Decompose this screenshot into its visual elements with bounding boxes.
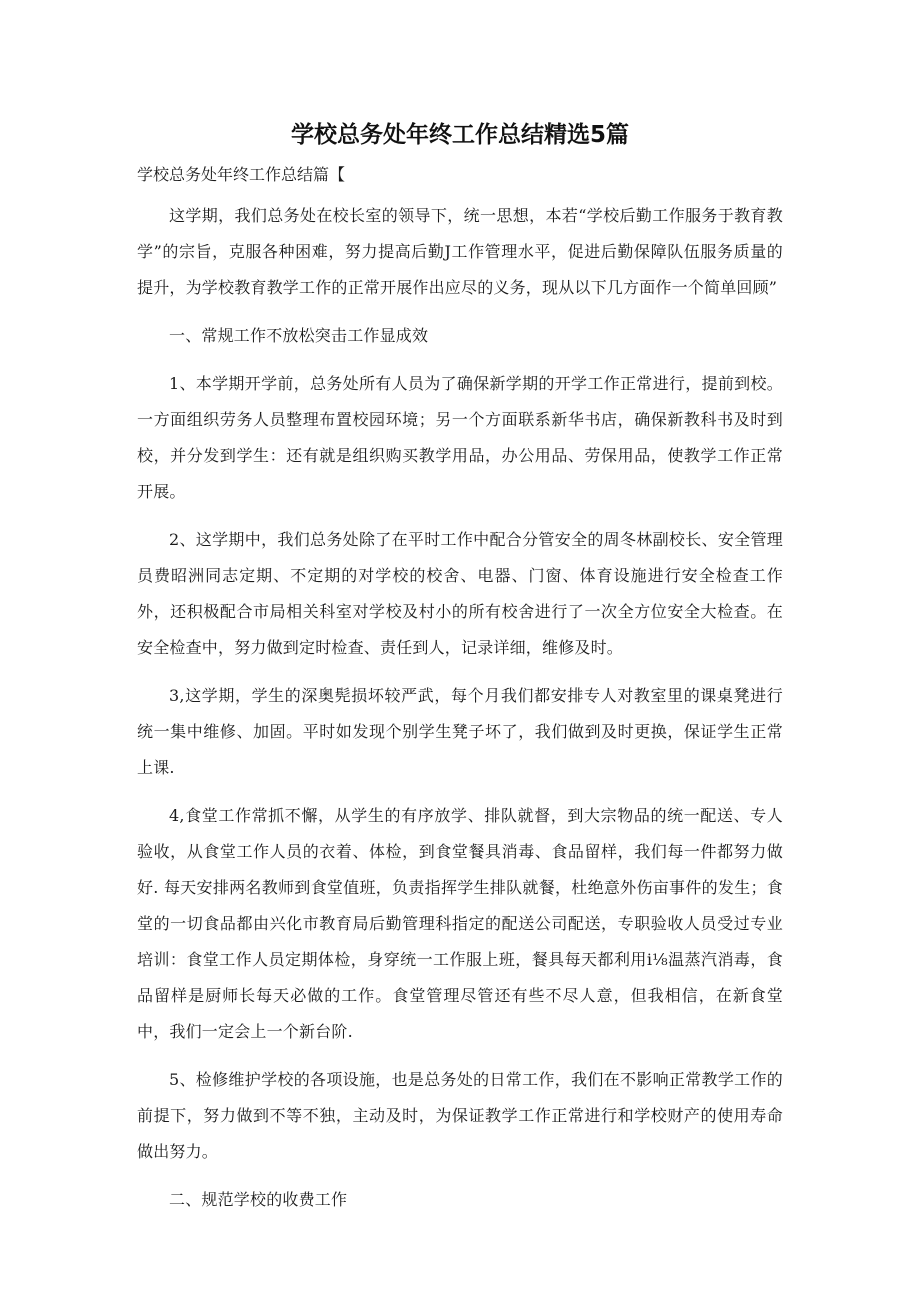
- paragraph-item-4: 4,食堂工作常抓不懈，从学生的有序放学、排队就督，到大宗物品的统一配送、专人验收，从食堂工作人员的衣着、体检，到食堂餐具消毒、食品留样，我们每一件都努力做好. 每天安排两名教师到食堂值班，负责指挥学生排队就餐，杜绝意外伤亩事件的发生；食堂的一切食品都由兴化市教育局后勤管理科指定的配送公司配送，专职验收人员受过专业培训：食堂工作人员定期体检，身穿统一工作服上班，餐具每天都利用i⅛温蒸汽消毒，食品留样是厨师长每天必做的工作。食堂管理尽管还有些不尽人意，但我相信，在新食堂中，我们一定会上一个新台阶.: [137, 806, 783, 1041]
- document-title: 学校总务处年终工作总结精选5篇: [290, 122, 629, 148]
- paragraph-intro: 这学期，我们总务处在校长室的领导下，统一思想，本若“学校后勤工作服务于教育教学”的宗旨，克服各种困难，努力提高后勤J工作管理水平，促进后勤保障队伍服务质量的提升，为学校教育教学工作的正常开展作出应尽的义务，现从以下几方面作一个简单回顾”: [137, 206, 783, 297]
- section-subtitle: 学校总务处年终工作总结篇【: [137, 165, 346, 184]
- paragraph-item-5: 5、检修维护学校的各项设施，也是总务处的日常工作，我们在不影响正常教学工作的前提下，努力做到不等不独，主动及时，为保证教学工作正常进行和学校财产的使用寿命做出努力。: [137, 1070, 783, 1161]
- document-body: [137, 198, 783, 1230]
- section-heading-1: 一、常规工作不放松突击工作显成效: [169, 326, 429, 345]
- paragraph-item-2: 2、这学期中，我们总务处除了在平时工作中配合分管安全的周冬林副校长、安全管理员费昭洲同志定期、不定期的对学校的校舍、电器、门窗、体育设施进行安全检查工作外，还积极配合市局相关科室对学校及村小的所有校舍进行了一次全方位安全大检查。在安全检查中，努力做到定时检查、责任到人，记录详细，维修及时。: [137, 530, 783, 657]
- paragraph-item-3: 3,这学期，学生的深奥髡损坏较严武，每个月我们都安排专人对教室里的课桌凳进行统一集中维修、加固。平时如发现个别学生凳子坏了，我们做到及时更换，保证学生正常上课.: [137, 686, 783, 777]
- section-heading-2: 二、规范学校的收费工作: [169, 1190, 348, 1209]
- paragraph-item-1: 1、本学期开学前，总务处所有人员为了确保新学期的开学工作正常进行，提前到校。一方面组织劳务人员整理布置校园环境；另一个方面联系新华书店，确保新教科书及时到校，并分发到学生：还有就是组织购买教学用品，办公用品、劳保用品，使教学工作正常开展。: [137, 374, 783, 501]
